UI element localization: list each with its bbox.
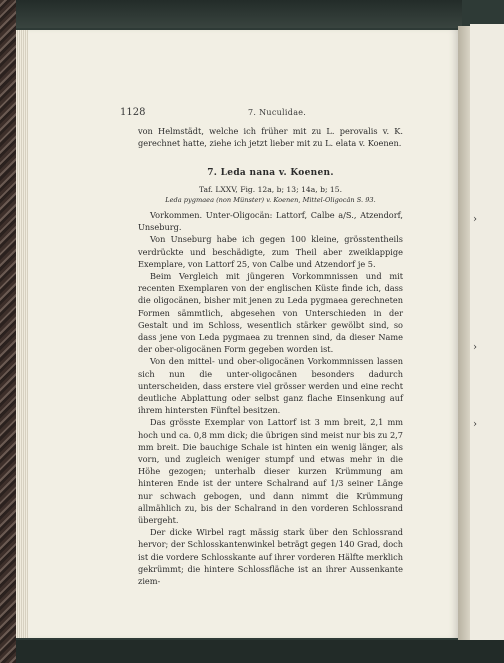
book-spine-edge [0, 0, 16, 663]
facing-page-edge [470, 24, 504, 640]
species-heading-block [138, 168, 403, 206]
synonym-reference: Leda pygmaea (non Münster) v. Koenen, Mittel-Oligocän S. 93. [165, 196, 376, 204]
body-paragraph: Von Unseburg habe ich gegen 100 kleine, grösstentheils verdrückte und beschädigte, zum Theil aber zweiklappige Exemplare, von Lattorf 25, von Calbe und Atzendorf je 5. [138, 234, 403, 269]
facing-page-mark: › [473, 419, 477, 430]
body-paragraph: Der dicke Wirbel ragt mässig stark über den Schlossrand hervor; der Schlosskantenwinkel beträgt gegen 140 Grad, doch ist die vordere Schlosskante auf ihrer vorderen Hälfte merklich gekrümmt; die hintere Schlossfläche ist an ihrer Aussenkante ziem- [138, 527, 403, 587]
running-header: 7. Nuculidae. [248, 108, 307, 117]
page-number: 1128 [120, 107, 146, 118]
intro-paragraph: von Helmstädt, welche ich früher mit zu L. perovalis v. K. gerechnet hatte, ziehe ich jetzt lieber mit zu L. elata v. Koenen. [138, 126, 403, 149]
facing-page-mark: › [473, 342, 477, 353]
book-gutter [458, 26, 470, 640]
body-paragraph: Beim Vergleich mit jüngeren Vorkommnissen und mit recenten Exemplaren von der englischen Küste finde ich, dass die oligocänen, bisher mit jenen zu Leda pygmaea gerechneten Formen sämmtlich, abgesehen von Unterschieden in der Gestalt und im Schloss, wesentlich stärker gewölbt sind, so dass jene von Leda pygmaea zu trennen sind, da dieser Name der ober-oligocänen Form gegeben worden ist. [138, 271, 403, 355]
facing-page-mark: › [473, 214, 477, 225]
species-title: 7. Leda nana v. Koenen. [207, 168, 334, 178]
body-text-block [138, 209, 403, 587]
plate-reference: Taf. LXXV, Fig. 12a, b; 13; 14a, b; 15. [198, 185, 342, 194]
book-bottom-edge [16, 640, 504, 663]
body-paragraph: Das grösste Exemplar von Lattorf ist 3 mm breit, 2,1 mm hoch und ca. 0,8 mm dick; die übrigen sind meist nur bis zu 2,7 mm breit. Die bauchige Schale ist hinten ein wenig länger, als vorn, und zugleich weniger stumpf und etwas mehr in die Höhe gezogen; unterhalb dieser kurzen Krümmung am hinteren Ende ist der untere Schalrand auf 1/3 seiner Länge nur schwach gebogen, und dann nimmt die Krümmung allmählich zu, bis der Schalrand in den vorderen Schlossrand übergeht. [138, 417, 403, 526]
body-paragraph: Von den mittel- und ober-oligocänen Vorkommnissen lassen sich nun die unter-oligocänen besonders dadurch unterscheiden, dass erstere viel grösser werden und eine recht deutliche Abplattung oder selbst ganz flache Einsenkung auf ihrem hintersten Fünftel besitzen. [138, 356, 403, 416]
occurrence-paragraph: Vorkommen. Unter-Oligocän: Lattorf, Calbe a/S., Atzendorf, Unseburg. [138, 210, 403, 233]
book-top-edge [16, 0, 462, 28]
intro-text-block [138, 125, 403, 149]
